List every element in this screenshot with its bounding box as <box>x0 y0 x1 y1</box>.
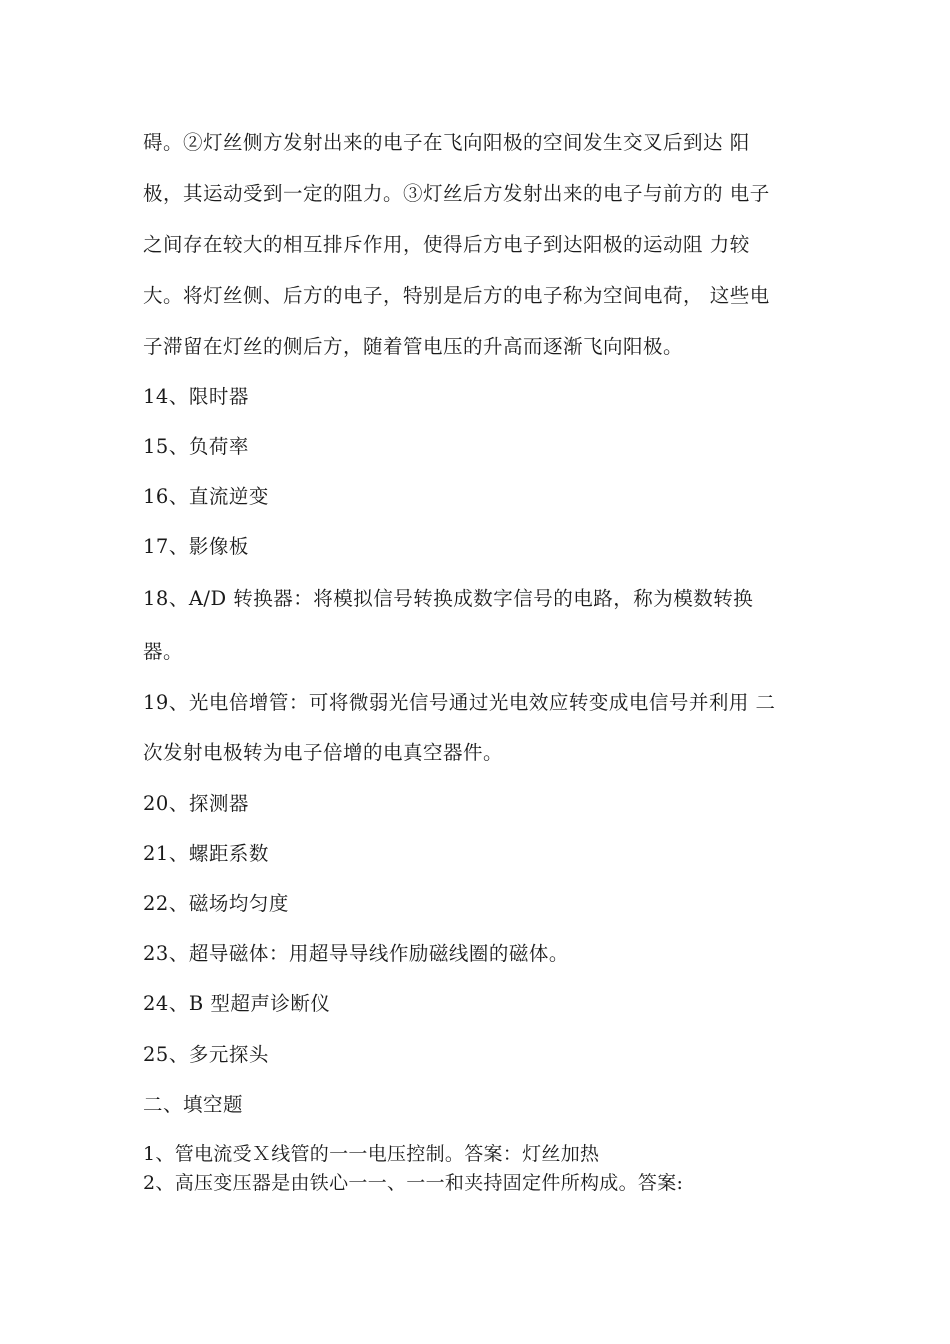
term-item-18-line-2: 器。 <box>143 640 184 663</box>
term-item-17: 17、影像板 <box>143 535 249 558</box>
term-item-20: 20、探测器 <box>143 792 249 815</box>
term-item-25: 25、多元探头 <box>143 1043 269 1066</box>
paragraph-line-4: 大。将灯丝侧、后方的电子，特别是后方的电子称为空间电荷， 这些电 <box>143 284 770 307</box>
term-item-19-line-1: 19、光电倍增管：可将微弱光信号通过光电效应转变成电信号并利用 二 <box>143 691 776 714</box>
term-item-21: 21、螺距系数 <box>143 842 269 865</box>
term-item-19-line-2: 次发射电极转为电子倍增的电真空器件。 <box>143 741 504 764</box>
term-item-16: 16、直流逆变 <box>143 485 269 508</box>
section-heading: 二、填空题 <box>143 1093 244 1116</box>
term-item-14: 14、限时器 <box>143 385 249 408</box>
term-item-18-line-1: 18、A/D 转换器：将模拟信号转换成数字信号的电路，称为模数转换 <box>143 587 754 610</box>
term-item-22: 22、磁场均匀度 <box>143 892 289 915</box>
paragraph-line-1: 碍。②灯丝侧方发射出来的电子在飞向阳极的空间发生交叉后到达 阳 <box>143 131 750 154</box>
paragraph-line-2: 极，其运动受到一定的阻力。③灯丝后方发射出来的电子与前方的 电子 <box>143 182 770 205</box>
paragraph-line-3: 之间存在较大的相互排斥作用，使得后方电子到达阳极的运动阻 力较 <box>143 233 750 256</box>
term-item-23: 23、超导磁体：用超导导线作励磁线圈的磁体。 <box>143 942 569 965</box>
fill-blank-question-1: 1、管电流受Ｘ线管的一一电压控制。答案：灯丝加热 <box>143 1143 600 1165</box>
term-item-24: 24、B 型超声诊断仪 <box>143 992 331 1015</box>
paragraph-line-5: 子滞留在灯丝的侧后方，随着管电压的升高而逐渐飞向阳极。 <box>143 335 684 358</box>
term-item-15: 15、负荷率 <box>143 435 249 458</box>
fill-blank-question-2: 2、高压变压器是由铁心一一、一一和夹持固定件所构成。答案: <box>143 1172 684 1194</box>
